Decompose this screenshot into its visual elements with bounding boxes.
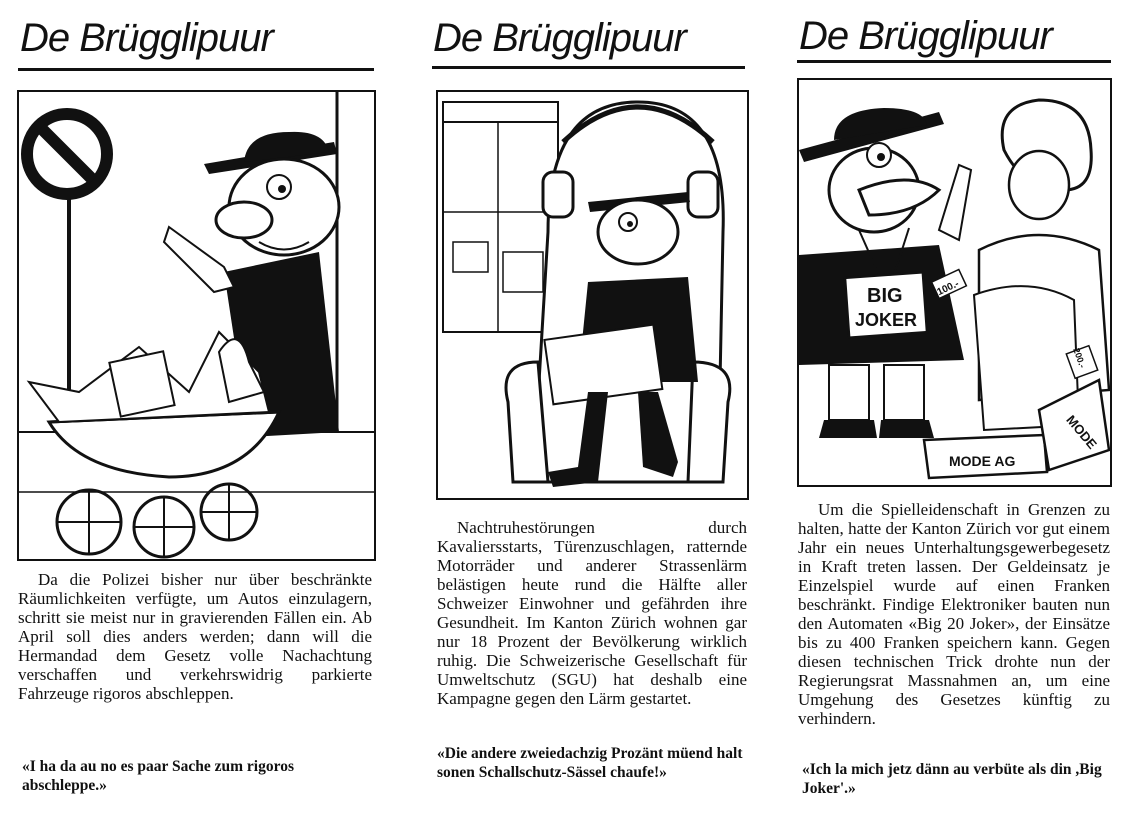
strip-1-illustration	[19, 92, 374, 559]
strip-1-body-text: Da die Polizei bisher nur über beschränkte Räumlichkeiten verfügte, um Autos einzulagern, schritt sie meist nur in gravierenden Fällen ein. Ab April soll dies anders werden; dann will die Hermandad dem Gesetz volle Nachachtung verschaffen und verkehrswidrig parkierte Fahrzeuge rigoros abschleppen.	[18, 570, 372, 703]
strip-3-illustration	[799, 80, 1110, 485]
strip-2-title-rule	[432, 66, 745, 69]
window-icon	[443, 102, 558, 332]
sign-big-text: BIG	[867, 285, 903, 307]
strip-2-body-text: Nachtruhestörungen durch Kavaliersstarts, Türenzuschlagen, ratternde Motorräder und anderer Strassenlärm belästigen heute rund die Hälfte aller Schweizer Einwohner und gefährden ihre Gesundheit. Im Kanton Zürich wohnen gar nur 18 Prozent der Bevölkerung wirklich ruhig. Die Schweizerische Gesellschaft für Umweltschutz (SGU) hat deshalb eine Kampagne gegen den Lärm gestartet.	[437, 518, 747, 708]
policeman-figure-icon	[799, 108, 971, 438]
strip-1-title-rule	[18, 68, 374, 71]
big-joker-sign	[845, 228, 927, 338]
strip-2-quote: «Die andere zweiedachzig Prozänt müend halt sonen Schallschutz-Sässel chaufe!»	[437, 745, 743, 781]
strip-1-quote: «I ha da au no es paar Sache zum rigoros abschleppe.»	[22, 758, 294, 794]
strip-1-cartoon	[17, 90, 376, 561]
strip-3-cartoon	[797, 78, 1112, 487]
price-tag-100-text: 100.-	[935, 278, 961, 299]
strip-3-title-rule	[797, 60, 1111, 63]
strip-2-cartoon	[436, 90, 749, 500]
sign-joker-text: JOKER	[855, 310, 918, 330]
box-label-text: MODE AG	[949, 453, 1016, 469]
box-side-text: MODE	[1063, 412, 1100, 452]
strip-3-body-text: Um die Spielleidenschaft in Grenzen zu halten, hatte der Kanton Zürich vor gut einem Jahr ein neues Unterhaltungsgewerbegesetz in Kraft treten lassen. Der Geldeinsatz je Einzelspiel wurde auf einen Franken beschränkt. Findige Elektroniker bauten nun den Automaten «Big 20 Joker», der Einsätze bis zu 400 Franken speichern kann. Gegen diesen technischen Trick drohte nun der Regierungsrat Massnahmen an, um eine Umgehung des Gesetzes künftig zu verhindern.	[798, 500, 1110, 728]
strip-3-title: De Brügglipuur	[799, 14, 1052, 58]
strip-1-title: De Brügglipuur	[20, 16, 273, 60]
price-tag-200-text: 200.-	[1071, 346, 1088, 370]
pram-icon	[29, 332, 279, 557]
strip-2-illustration	[438, 92, 747, 498]
strip-3-quote: «Ich la mich jetz dänn au verbüte als din ,Big Joker'.»	[802, 761, 1102, 797]
woman-figure-icon	[974, 100, 1109, 430]
strip-2-title: De Brügglipuur	[433, 16, 686, 60]
